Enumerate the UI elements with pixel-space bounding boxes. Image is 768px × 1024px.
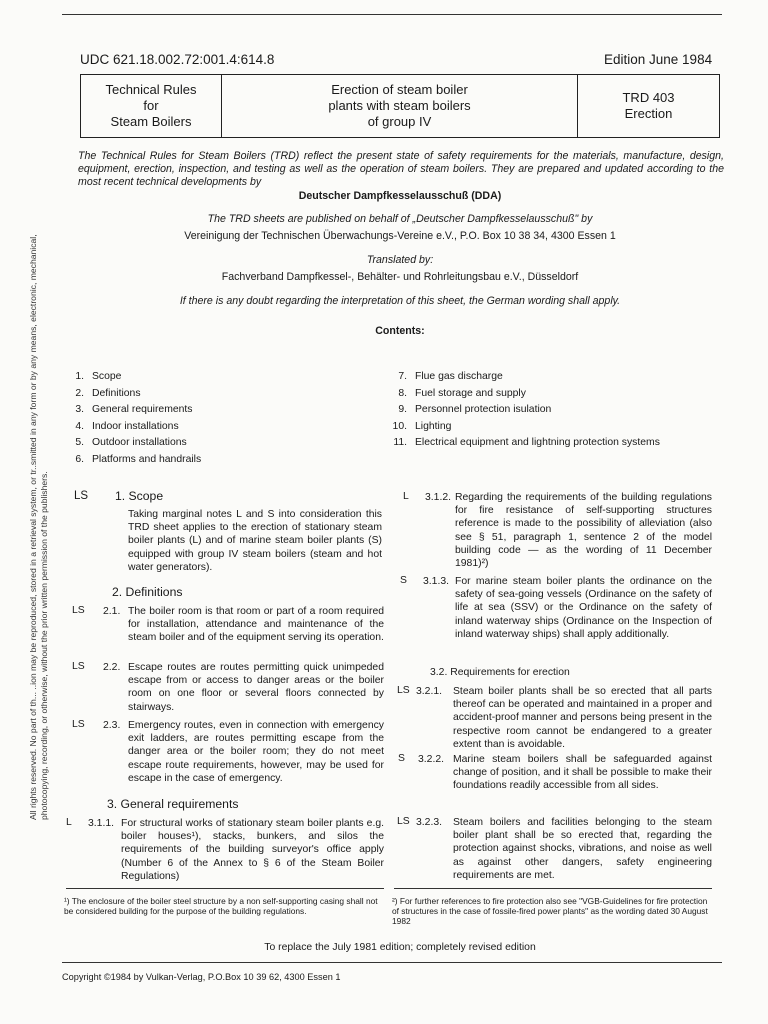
toc-label: Lighting xyxy=(415,420,452,432)
toc-number: 10. xyxy=(392,420,407,432)
toc-item xyxy=(385,386,660,403)
udc-code: UDC 621.18.002.72:001.4:614.8 xyxy=(80,52,275,67)
dda-name: Deutscher Dampfkesselausschuß (DDA) xyxy=(298,190,502,202)
subsection-heading: 3.2. Requirements for erection xyxy=(430,667,570,678)
clause-text: Regarding the requirements of the building regulations for fire resistance of self-supporting structures reference is made to the possibility of alleviation (also see § 51, paragraph 1, sentence 2 of the model building code — as the wording of 11 December 1981)²) xyxy=(455,492,712,570)
clause-text: For structural works of stationary steam boiler plants e.g. boiler houses¹), stacks, bunkers, and silos the requirements of the building surveyor's office apply (Number 6 of the Annex to § 6 of the Steam Boiler Regulations) xyxy=(121,818,384,882)
toc-label: General requirements xyxy=(92,404,193,415)
header-line: plants with steam boilers xyxy=(328,98,471,113)
toc-number: 5. xyxy=(75,437,84,448)
contents-title: Contents: xyxy=(375,325,425,337)
clause-number: 3.2.3. xyxy=(416,817,442,828)
footnote-rule xyxy=(66,888,384,889)
margin-note: S xyxy=(400,575,407,586)
footnote-1: ¹) The enclosure of the boiler steel structure by a non self-supporting casing shall not be considered building for the purpose of the building regulations. xyxy=(64,896,378,916)
toc-number: 9. xyxy=(398,404,407,415)
scope-text: Taking marginal notes L and S into consideration this TRD sheet applies to the erection of stationary steam boiler plants (L) and of marine steam boiler plants (S) equipped with group IV steam boilers (steam and hot water generators). xyxy=(128,509,382,573)
clause-number: 3.1.2. xyxy=(425,492,451,503)
section-heading-definitions: 2. Definitions xyxy=(112,585,183,599)
clause-number: 3.1.1. xyxy=(88,818,114,829)
edition-date: Edition June 1984 xyxy=(604,52,713,67)
toc-label: Personnel protection isulation xyxy=(415,404,552,415)
toc-item xyxy=(385,402,660,419)
toc-label: Flue gas discharge xyxy=(415,371,503,382)
toc-item xyxy=(385,419,660,436)
clause-text: For marine steam boiler plants the ordinance on the safety of sea-going vessels (Ordinance on the safety of life at sea (SSV) or the Ordinance on the safety of inland waterway ships (Ordinance on the Inspection of inland waterway ships) shall apply additionally. xyxy=(455,576,712,640)
header-line: of group IV xyxy=(367,114,432,129)
toc-number: 7. xyxy=(398,371,407,382)
toc-label: Scope xyxy=(92,371,122,382)
header-line: Technical Rules xyxy=(105,82,197,97)
margin-note: S xyxy=(398,753,405,764)
toc-number: 1. xyxy=(75,371,84,382)
published-by: The TRD sheets are published on behalf of „Deutscher Dampfkesselausschuß" by xyxy=(207,213,593,225)
header-line: for xyxy=(143,98,159,113)
toc-number: 11. xyxy=(393,437,407,448)
clause-number: 2.1. xyxy=(103,606,121,617)
clause-text: Emergency routes, even in connection with emergency exit ladders, are routes permitting escape from the danger area or the boiler room; they do not meet escape route requirements, however, may be used for escape in the case of emergency. xyxy=(128,720,384,784)
toc-item xyxy=(385,435,660,452)
toc-label: Fuel storage and supply xyxy=(415,387,526,399)
toc-item xyxy=(62,419,201,436)
header-title-cell xyxy=(222,75,578,137)
clause-number: 3.2.2. xyxy=(418,754,444,765)
toc-number: 8. xyxy=(398,387,407,399)
margin-note: L xyxy=(403,491,409,502)
copyright-notice: Copyright ©1984 by Vulkan-Verlag, P.O.Box 10 39 62, 4300 Essen 1 xyxy=(62,972,341,982)
toc-item xyxy=(62,369,201,386)
toc-item xyxy=(62,435,201,452)
margin-note: LS xyxy=(397,685,410,696)
toc-label: Indoor installations xyxy=(92,420,179,432)
replace-note: To replace the July 1981 edition; completely revised edition xyxy=(264,942,536,953)
margin-note: LS xyxy=(74,490,89,502)
header-box xyxy=(80,74,720,138)
clause-number: 3.1.3. xyxy=(423,576,449,587)
toc-number: 2. xyxy=(75,387,84,399)
header-line: Erection xyxy=(624,106,673,121)
margin-note: LS xyxy=(72,661,85,672)
header-line: Steam Boilers xyxy=(110,114,192,129)
margin-note: LS xyxy=(72,605,85,616)
footnote-rule xyxy=(394,888,712,889)
toc-label: Definitions xyxy=(92,387,141,399)
toc-label: Outdoor installations xyxy=(92,437,187,448)
margin-note: LS xyxy=(72,719,85,730)
section-heading-scope: 1. Scope xyxy=(115,489,164,503)
toc-item xyxy=(62,452,201,469)
margin-note: LS xyxy=(397,816,410,827)
clause-text: Steam boiler plants shall be so erected that all parts thereof can be operated and maintained in a proper and accident-proof manner and persons being present in the respective room cannot be endangered to a greater extent than is avoidable. xyxy=(453,686,712,750)
section-heading-general: 3. General requirements xyxy=(107,797,239,811)
toc-number: 4. xyxy=(75,420,84,432)
clause-text: Steam boilers and facilities belonging to the steam boiler plant shall be so erected that, regarding the protection against shocks, vibrations, and noise as well as against other dangers, safety engineering requirements are met. xyxy=(453,817,712,881)
clause-number: 2.2. xyxy=(103,662,121,673)
footer-rule xyxy=(62,962,722,963)
toc-item xyxy=(62,386,201,403)
header-code-cell xyxy=(578,75,719,137)
rights-sidebar: All rights reserved. No part of th... ..ion may be reproduced, stored in a retrieval system, or tr..smitted in any form or by any means, electronic, mechanical, photocopying, recording, or otherwise, without the prior written permission of the publishers. xyxy=(28,234,49,820)
clause-number: 3.2.1. xyxy=(416,686,442,697)
toc-number: 6. xyxy=(75,453,84,465)
header-publisher-cell xyxy=(81,75,222,137)
clause-number: 2.3. xyxy=(103,720,121,731)
toc-number: 3. xyxy=(75,404,84,415)
toc-label: Electrical equipment and lightning protection systems xyxy=(415,437,660,448)
intro-statement: The Technical Rules for Steam Boilers (TRD) reflect the present state of safety requirements for the materials, manufacture, design, equipment, erection, inspection, and testing as well as the operation of steam boilers. They are prepared and updated according to the most recent technical developments by xyxy=(78,150,724,188)
clause-text: Marine steam boilers shall be safeguarded against change of position, and it shall be possible to make their foundations readily accessible from all sides. xyxy=(453,754,712,792)
translated-by: Translated by: xyxy=(366,254,434,266)
top-rule xyxy=(62,14,722,15)
doubt-notice: If there is any doubt regarding the interpretation of this sheet, the German wording shall apply. xyxy=(179,295,621,307)
toc-item xyxy=(385,369,660,386)
header-line: Erection of steam boiler xyxy=(331,82,468,97)
toc-right xyxy=(385,369,660,452)
fachverband-name: Fachverband Dampfkessel-, Behälter- und Rohrleitungsbau e.V., Düsseldorf xyxy=(221,271,579,283)
toc-label: Platforms and handrails xyxy=(92,453,202,465)
header-line: TRD 403 xyxy=(622,90,675,105)
margin-note: L xyxy=(66,817,72,828)
toc-left xyxy=(62,369,201,468)
clause-text: The boiler room is that room or part of a room required for installation, attendance and maintenance of the steam boiler and of the equipment serving its operation. xyxy=(128,606,384,644)
footnote-2: ²) For further references to fire protection also see "VGB-Guidelines for fire protection of structures in the case of fossile-fired power plants" as the wording dated 30 August 1982 xyxy=(392,896,708,926)
clause-text: Escape routes are routes permitting quick unimpeded escape from or access to danger areas or the boiler room on one floor or several floors connected by stairways. xyxy=(128,662,384,713)
toc-item xyxy=(62,402,201,419)
vereinigung-address: Vereinigung der Technischen Überwachungs-Vereine e.V., P.O. Box 10 38 34, 4300 Essen 1 xyxy=(184,230,616,242)
